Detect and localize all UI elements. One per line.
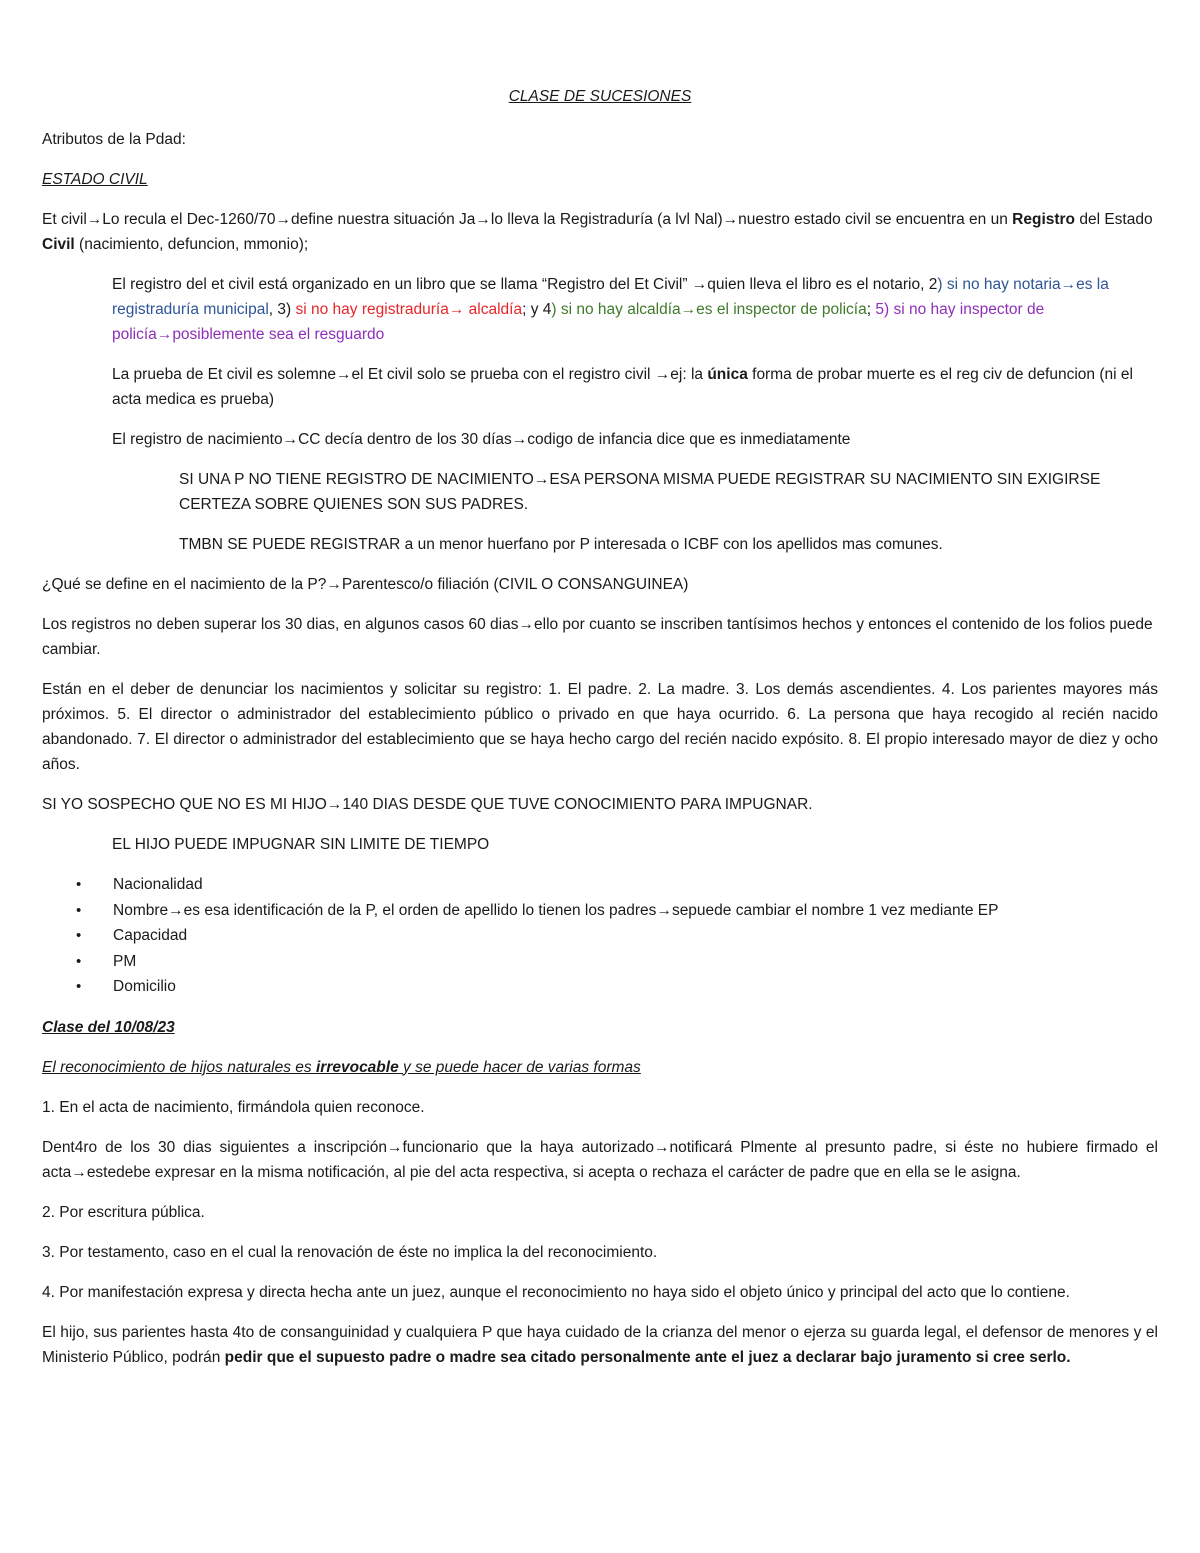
arrow-icon: → (387, 1138, 403, 1156)
arrow-icon: → (86, 211, 103, 228)
arrow-icon: → (722, 211, 739, 228)
estado-civil-heading: ESTADO CIVIL (42, 171, 148, 188)
list-item: • Nombre→es esa identificación de la P, el orden de apellido lo tienen los padres→sepuede cambiar el nombre 1 vez mediante EP (42, 898, 1158, 924)
paragraph-prueba: La prueba de Et civil es solemne→el Et civil solo se prueba con el registro civil →ej: la única forma de probar muerte es el reg civ de defuncion (ni el acta medica es prueba) (112, 366, 1133, 408)
arrow-icon: → (168, 901, 184, 919)
paragraph-et-civil: Et civil→Lo recula el Dec-1260/70→define nuestra situación Ja→lo lleva la Registraduría (a lvl Nal)→nuestro estado civil se encuentra en un Registro del Estado Civil (nacimiento, defuncion, mmonio); (42, 211, 1153, 253)
paragraph-el-hijo: El hijo, sus parientes hasta 4to de consanguinidad y cualquiera P que haya cuidado de la crianza del menor o ejerza su guarda legal, el defensor de menores y el Ministerio Público, podrán pedir que el supuesto padre o madre sea citado personalmente ante el juez a declarar bajo juramento si cree serlo. (42, 1323, 1158, 1366)
arrow-icon: → (656, 901, 672, 919)
arrow-icon: → (326, 796, 343, 813)
list-item: • PM (42, 949, 1158, 975)
arrow-icon: → (511, 431, 528, 448)
atributos-line: Atributos de la Pdad: (42, 131, 186, 148)
arrow-icon: → (71, 1163, 87, 1181)
document-title: CLASE DE SUCESIONES (508, 88, 692, 105)
list-item: • Capacidad (42, 923, 1158, 949)
arrow-icon: → (448, 301, 465, 318)
bullet-icon: • (76, 876, 82, 893)
arrow-icon: → (653, 1138, 670, 1156)
paragraph-dentro-30-dias: Dent4ro de los 30 dias siguientes a inscripción→funcionario que la haya autorizado→notificará Plmente al presunto padre, si éste no hubiere firmado el acta→estedebe expresar en la misma notificación, al pie del acta respectiva, si acepta o rechaza el carácter de padre que en ella se le asigna. (42, 1138, 1158, 1181)
paragraph-registro-organizado: El registro del et civil está organizado en un libro que se llama “Registro del Et Civil” →quien lleva el libro es el notario, 2) si no hay notaria→es la registraduría municipal, 3) si no hay registraduría→ alcaldía; y 4) si no hay alcaldía→es el inspector de policía; 5) si no hay inspector de policía→posiblemente sea el resguardo (112, 276, 1109, 343)
arrow-icon: → (336, 366, 352, 383)
arrow-icon: → (275, 211, 291, 228)
arrow-icon: → (680, 301, 697, 318)
paragraph-reconocimiento-3: 3. Por testamento, caso en el cual la renovación de éste no implica la del reconocimiento. (42, 1243, 658, 1261)
arrow-icon: → (654, 366, 671, 383)
paragraph-reconocimiento-1: 1. En el acta de nacimiento, firmándola quien reconoce. (42, 1098, 425, 1116)
arrow-icon: → (1060, 276, 1077, 293)
list-item: • Nacionalidad (42, 872, 1158, 898)
paragraph-registro-nacimiento: El registro de nacimiento→CC decía dentro de los 30 días→codigo de infancia dice que es inmediatamente (112, 431, 851, 448)
attributes-list (42, 872, 1158, 1000)
arrow-icon: → (475, 211, 491, 228)
bullet-icon: • (76, 927, 82, 944)
arrow-icon: → (282, 431, 299, 448)
clase-heading: Clase del 10/08/23 (42, 1018, 175, 1036)
paragraph-sin-registro: SI UNA P NO TIENE REGISTRO DE NACIMIENTO→ESA PERSONA MISMA PUEDE REGISTRAR SU NACIMIENTO SIN EXIGIRSE CERTEZA SOBRE QUIENES SON SUS PADRES. (179, 471, 1101, 513)
paragraph-tmbn: TMBN SE PUEDE REGISTRAR a un menor huerfano por P interesada o ICBF con los apellidos mas comunes. (179, 536, 943, 553)
bullet-icon: • (76, 901, 82, 919)
paragraph-reconocimiento-4: 4. Por manifestación expresa y directa hecha ante un juez, aunque el reconocimiento no haya sido el objeto único y principal del acto que lo contiene. (42, 1283, 1070, 1301)
paragraph-reconocimiento-2: 2. Por escritura pública. (42, 1203, 205, 1221)
bullet-icon: • (76, 978, 82, 995)
list-item: • Domicilio (42, 974, 1158, 1000)
reconocimiento-heading: El reconocimiento de hijos naturales es irrevocable y se puede hacer de varias formas (42, 1058, 641, 1076)
paragraph-registros-plazo: Los registros no deben superar los 30 dias, en algunos casos 60 dias→ello por cuanto se inscriben tantísimos hechos y entonces el contenido de los folios puede cambiar. (42, 616, 1153, 658)
arrow-icon: → (156, 326, 173, 343)
paragraph-sospecho: SI YO SOSPECHO QUE NO ES MI HIJO→140 DIAS DESDE QUE TUVE CONOCIMIENTO PARA IMPUGNAR. (42, 796, 813, 813)
arrow-icon: → (518, 616, 534, 633)
arrow-icon: → (533, 471, 550, 488)
bullet-icon: • (76, 952, 82, 970)
paragraph-hijo-impugnar: EL HIJO PUEDE IMPUGNAR SIN LIMITE DE TIEMPO (112, 836, 490, 853)
arrow-icon: → (326, 576, 342, 593)
arrow-icon: → (691, 276, 708, 293)
paragraph-deber-denunciar: Están en el deber de denunciar los nacimientos y solicitar su registro: 1. El padre. 2. La madre. 3. Los demás ascendientes. 4. Los parientes mayores más próximos. 5. El director o administrador del establecimiento público o privado en que haya ocurrido. 6. La persona que haya recogido al recién nacido abandonado. 7. El director o administrador del establecimiento que se haya hecho cargo del recién nacido expósito. 8. El propio interesado mayor de diez y ocho años. (42, 681, 1158, 773)
paragraph-nacimiento-define: ¿Qué se define en el nacimiento de la P?→Parentesco/o filiación (CIVIL O CONSANGUINEA) (42, 576, 689, 593)
